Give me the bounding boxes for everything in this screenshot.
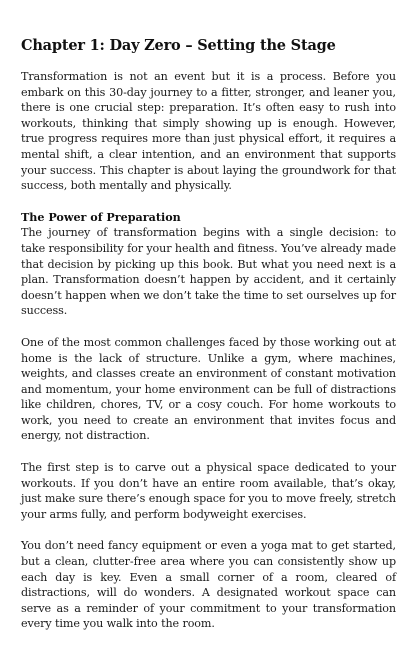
chapter-body <box>21 69 396 648</box>
body-paragraph: The journey of transformation begins with a single decision: to take responsibility for your health and fitness. You’ve already made that decision by picking up this book. But what you need next is a plan. Transformation doesn’t happen by accident, and it certainly doesn’t happen when we don’t take the time to set ourselves up for success. <box>21 226 397 318</box>
intro-paragraph: Transformation is not an event but it is a process. Before you embark on this 30-day journey to a fitter, stronger, and leaner you, there is one crucial step: preparation. It’s often easy to rush into workouts, thinking that simply showing up is enough. However, true progress requires more than just physical effort, it requires a mental shift, a clear intention, and an environment that supports your success. This chapter is about laying the groundwork for that success, both mentally and physically. <box>21 70 396 193</box>
body-paragraph: You don’t need fancy equipment or even a yoga mat to get started, but a clean, clutter-free area where you can consistently show up each day is key. Even a small corner of a room, cleared of distractions, will do wonders. A designated workout space can serve as a reminder of your commitment to your transformation every time you walk into the room. <box>21 539 396 631</box>
chapter-title: Chapter 1: Day Zero – Setting the Stage <box>21 37 336 54</box>
section-heading: The Power of Preparation <box>21 210 181 224</box>
body-paragraph: The first step is to carve out a physical space dedicated to your workouts. If you don’t have an entire room available, that’s okay, just make sure there’s enough space for you to move freely, stretch your arms fully, and perform bodyweight exercises. <box>21 461 396 521</box>
body-paragraph: One of the most common challenges faced by those working out at home is the lack of structure. Unlike a gym, where machines, weights, and classes create an environment of constant motivation and momentum, your home environment can be full of distractions like children, chores, TV, or a cosy couch. For home workouts to work, you need to create an environment that invites focus and energy, not distraction. <box>21 335 396 443</box>
